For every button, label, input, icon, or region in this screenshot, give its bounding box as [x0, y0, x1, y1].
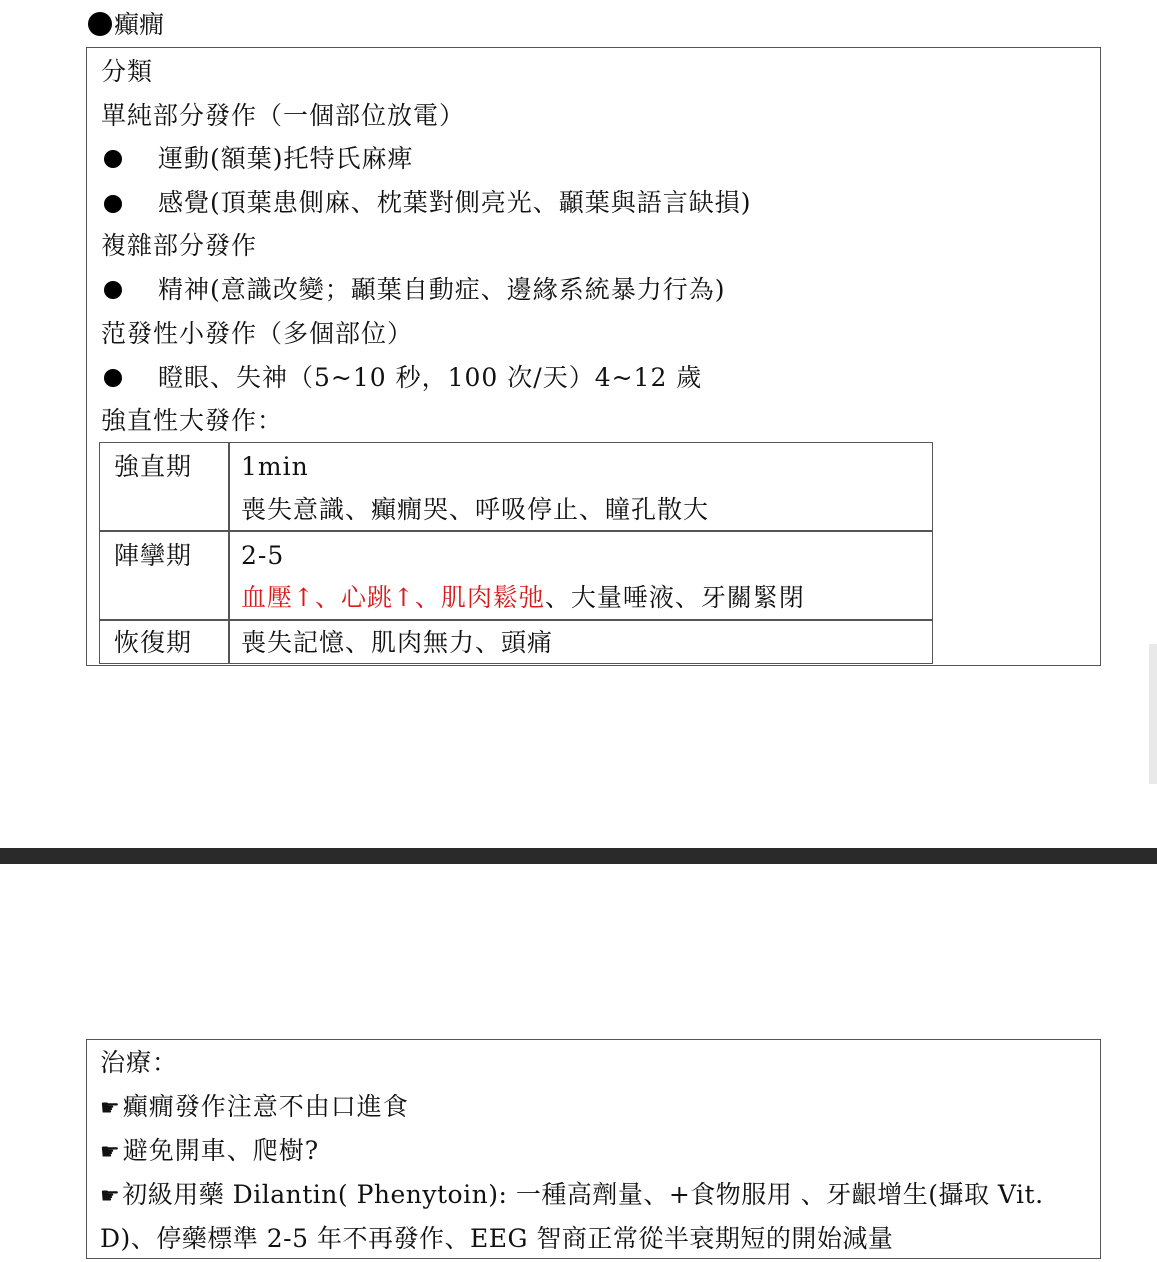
- phase-clonic-rest-text: 、大量唾液、牙關緊閉: [544, 583, 805, 612]
- page-divider: [0, 848, 1157, 864]
- bullet-icon: [104, 281, 122, 299]
- pointing-hand-icon: ☛: [100, 1184, 121, 1209]
- simple-item-sensory: 感覺(頂葉患側麻、枕葉對側亮光、顳葉與語言缺損): [158, 188, 752, 217]
- phase-recovery-symptoms: 喪失記憶、肌肉無力、頭痛: [241, 628, 554, 657]
- treatment-item-text: 癲癇發作注意不由口進食: [122, 1092, 409, 1121]
- tonic-clonic-label: 強直性大發作：: [101, 406, 284, 435]
- phase-clonic-duration: 2-5: [241, 541, 285, 570]
- table-col-divider: [228, 442, 230, 664]
- phase-clonic-red-text: 血壓↑、心跳↑、肌肉鬆弛: [241, 583, 545, 612]
- table-row-divider: [99, 619, 933, 621]
- absence-label: 范發性小發作（多個部位）: [101, 319, 414, 348]
- treatment-continuation: D)、停藥標準 2-5 年不再發作、EEG 智商正常從半衰期短的開始減量: [100, 1224, 894, 1253]
- treatment-item-text: 初級用藥 Dilantin( Phenytoin): 一種高劑量、+食物服用 、牙齦增生(攝取 Vit.: [122, 1180, 1044, 1209]
- classification-label: 分類: [101, 57, 154, 86]
- phase-tonic-duration: 1min: [241, 452, 309, 481]
- phase-clonic-symptoms: [241, 583, 805, 613]
- heading-text: 癲癇: [114, 10, 165, 39]
- complex-item-psychic: 精神(意識改變；顳葉自動症、邊緣系統暴力行為): [158, 275, 726, 304]
- treatment-item: [100, 1136, 319, 1168]
- bullet-icon: [104, 369, 122, 387]
- pointing-hand-icon: ☛: [100, 1096, 121, 1121]
- table-row-divider: [99, 530, 933, 532]
- pointing-hand-icon: ☛: [100, 1140, 121, 1165]
- treatment-title: 治療：: [100, 1048, 179, 1077]
- phase-tonic: 強直期: [114, 452, 193, 481]
- scrollbar-thumb[interactable]: [1149, 644, 1157, 784]
- heading-bullet-icon: [88, 12, 112, 36]
- treatment-item: [100, 1092, 409, 1124]
- absence-item: 瞪眼、失神（5~10 秒，100 次/天）4~12 歲: [158, 363, 703, 392]
- simple-partial-label: 單純部分發作（一個部位放電）: [101, 101, 466, 130]
- treatment-item: [100, 1180, 1044, 1212]
- heading-epilepsy: [88, 10, 164, 40]
- bullet-icon: [104, 150, 122, 168]
- phase-recovery: 恢復期: [114, 628, 193, 657]
- simple-item-motor: 運動(額葉)托特氏麻痺: [158, 144, 414, 173]
- complex-partial-label: 複雜部分發作: [101, 231, 258, 260]
- phase-clonic: 陣攣期: [114, 541, 193, 570]
- treatment-item-text: 避免開車、爬樹?: [122, 1136, 320, 1165]
- bullet-icon: [104, 195, 122, 213]
- phase-tonic-symptoms: 喪失意識、癲癇哭、呼吸停止、瞳孔散大: [241, 495, 710, 524]
